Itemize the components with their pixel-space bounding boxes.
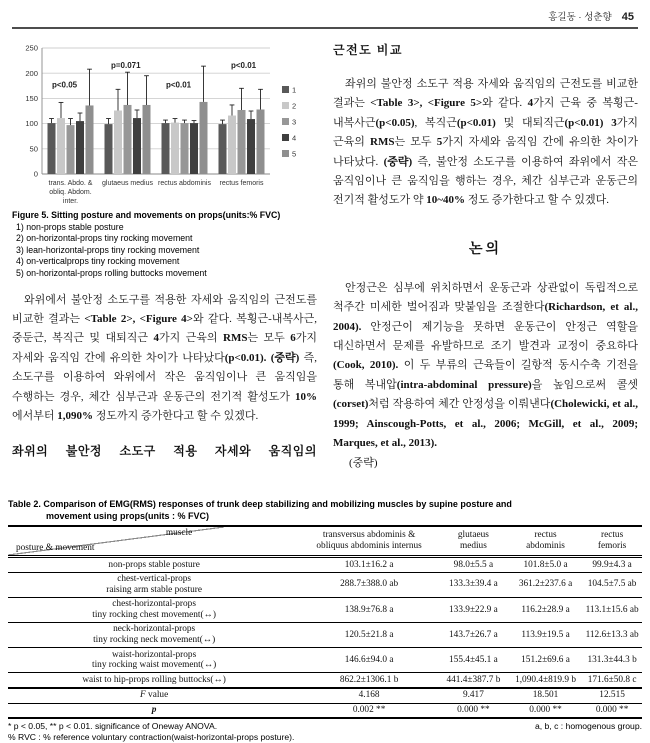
table-corner-muscle: muscle bbox=[165, 528, 193, 538]
table-cell: 104.5±7.5 ab bbox=[582, 572, 642, 597]
header-rule bbox=[12, 27, 638, 29]
table-row-label: chest-vertical-props raising arm stable posture bbox=[8, 572, 300, 597]
svg-text:5: 5 bbox=[292, 149, 297, 159]
svg-text:2: 2 bbox=[292, 101, 297, 111]
section-heading-sitting-props: 좌위의 불안정 소도구 적용 자세와 움직임의 bbox=[12, 444, 317, 459]
table-cell: 143.7±26.7 a bbox=[438, 622, 509, 647]
table-cell: 18.501 bbox=[509, 688, 582, 703]
svg-text:1: 1 bbox=[292, 85, 297, 95]
table-row-label: F value bbox=[8, 688, 300, 703]
figure-caption-item: 2) on-horizontal-props tiny rocking movement bbox=[16, 233, 193, 244]
table-cell: 131.3±44.3 b bbox=[582, 648, 642, 673]
page-number: 45 bbox=[621, 11, 634, 23]
left-column bbox=[12, 36, 317, 502]
figure-caption-item: 5) on-horizontal-props rolling buttocks movement bbox=[16, 267, 207, 278]
table-row bbox=[8, 703, 642, 718]
table-row bbox=[8, 622, 642, 647]
svg-text:200: 200 bbox=[25, 68, 38, 78]
table-cell: 171.6±50.8 c bbox=[582, 673, 642, 688]
table-header-corner bbox=[8, 526, 300, 557]
table-row bbox=[8, 557, 642, 573]
table-cell: 138.9±76.8 a bbox=[300, 597, 438, 622]
table-row-label: neck-horizontal-props tiny rocking neck movement(↔) bbox=[8, 622, 300, 647]
svg-text:4: 4 bbox=[292, 133, 297, 143]
running-header bbox=[548, 9, 634, 23]
svg-text:p<0.05: p<0.05 bbox=[52, 80, 78, 90]
svg-text:glutaeus medius: glutaeus medius bbox=[102, 180, 153, 187]
running-header-authors: 홍길동 · 성춘향 bbox=[548, 12, 612, 23]
table-row bbox=[8, 673, 642, 688]
table-cell: 116.2±28.9 a bbox=[509, 597, 582, 622]
table2-block bbox=[8, 499, 642, 743]
table-cell: 120.5±21.8 a bbox=[300, 622, 438, 647]
table-cell: 862.2±1306.1 b bbox=[300, 673, 438, 688]
footnote-rvc: % RVC : % reference voluntary contraction(waist-horizontal-props posture). bbox=[8, 732, 295, 743]
table-cell: 441.4±387.7 b bbox=[438, 673, 509, 688]
svg-text:rectus abdominis: rectus abdominis bbox=[158, 180, 211, 187]
table-caption-line2: movement using props(units : % FVC) bbox=[46, 510, 210, 521]
svg-text:250: 250 bbox=[25, 43, 38, 53]
figure5-bar-chart bbox=[12, 36, 317, 208]
figure-caption-title: Figure 5. Sitting posture and movements on props(units:% FVC) bbox=[12, 210, 281, 220]
omitted-marker: (중략) bbox=[349, 456, 378, 469]
table2 bbox=[8, 525, 642, 719]
svg-text:150: 150 bbox=[25, 94, 38, 103]
svg-text:p<0.01: p<0.01 bbox=[231, 61, 257, 71]
footnote-groups: a, b, c : homogenous group. bbox=[534, 721, 642, 732]
svg-text:trans. Abdo. &: trans. Abdo. & bbox=[48, 180, 93, 187]
table-cell: 99.9±4.3 a bbox=[592, 559, 632, 570]
svg-text:50: 50 bbox=[29, 144, 38, 154]
svg-text:obliq. Abdom.: obliq. Abdom. bbox=[49, 189, 92, 196]
two-column-layout bbox=[12, 36, 638, 502]
paragraph-supine-results: 와위에서 불안정 소도구를 적용한 자세와 움직임의 근전도를 비교한 결과는 <Table 2>, <Figure 4>와 같다. 복횡근-내복사근, 중둔근, 복직근 및 대퇴직근 4가지 근육의 RMS는 모두 6가지 자세와 움직임 간에 유의한 차이가 나타났다(p<0.01). (중략) 즉, 소도구를 이용하여 와위에서 작은 움직임이나 큰 움직임을 수행하는 경우, 체간 심부근과 운동근의 전기적 활성도가 10%에서부터 1,090% 정도까지 증가한다고 할 수 있겠다. bbox=[12, 293, 317, 422]
table-cell: 151.2±69.6 a bbox=[509, 648, 582, 673]
table-cell: 155.4±45.1 a bbox=[438, 648, 509, 673]
svg-text:0: 0 bbox=[33, 169, 38, 179]
table-cell: 113.9±19.5 a bbox=[509, 622, 582, 647]
svg-text:rectus femoris: rectus femoris bbox=[219, 180, 264, 187]
table-footnotes bbox=[8, 721, 642, 743]
section-heading-emg-comparison: 근전도 비교 bbox=[333, 43, 403, 57]
figure-caption-items bbox=[12, 222, 317, 280]
table-cell: 4.168 bbox=[300, 688, 438, 703]
table-cell: 0.000 ** bbox=[582, 703, 642, 718]
table-row bbox=[8, 688, 642, 703]
svg-text:3: 3 bbox=[292, 117, 297, 127]
figure5-chart-wrap bbox=[12, 36, 317, 208]
figure-caption-item: 3) lean-horizontal-props tiny rocking movement bbox=[16, 244, 200, 255]
table-cell: 0.000 ** bbox=[509, 703, 582, 718]
svg-text:inter.: inter. bbox=[62, 198, 79, 205]
table-cell: 288.7±388.0 ab bbox=[300, 572, 438, 597]
table-column-header: rectus abdominis bbox=[509, 526, 582, 557]
svg-text:p<0.01: p<0.01 bbox=[166, 80, 192, 90]
table-cell: 0.000 ** bbox=[438, 703, 509, 718]
table-row-label: chest-horizontal-props tiny rocking chest movement(↔) bbox=[8, 597, 300, 622]
table-cell: 113.1±15.6 ab bbox=[582, 597, 642, 622]
table-row bbox=[8, 572, 642, 597]
table-row-label: non-props stable posture bbox=[108, 559, 200, 570]
table-cell: 1,090.4±819.9 b bbox=[509, 673, 582, 688]
figure-caption-item: 4) on-verticalprops tiny rocking movement bbox=[16, 256, 180, 267]
table-cell: 133.3±39.4 a bbox=[438, 572, 509, 597]
table-row-label: waist-horizontal-props tiny rocking waist movement(↔) bbox=[8, 648, 300, 673]
table-column-header: rectus femoris bbox=[582, 526, 642, 557]
table-cell: 112.6±13.3 ab bbox=[582, 622, 642, 647]
table-cell: 361.2±237.6 a bbox=[509, 572, 582, 597]
paragraph-sitting-results: 좌위의 불안정 소도구 적용 자세와 움직임의 근전도를 비교한 결과는 <Table 3>, <Figure 5>와 같다. 4가지 근육 중 복횡근-내복사근(p<0.05), 복직근(p<0.01) 및 대퇴직근(p<0.01) 3가지 근육의 RMS는 모두 5가지 자세와 움직임 간에 유의한 차이가 나타났다. (중략) 즉, 불안정 소도구를 이용하여 좌위에서 작은 움직임이나 큰 움직임을 행하는 경우, 체간 심부근과 운동근의 전기적 활성도가 약 10~40% 정도 증가한다고 할 수 있겠다. bbox=[333, 78, 638, 207]
table-caption bbox=[8, 499, 642, 522]
table-cell: 146.6±94.0 a bbox=[300, 648, 438, 673]
table-cell: 98.0±5.5 a bbox=[453, 559, 494, 570]
table-caption-line1: Table 2. Comparison of EMG(RMS) responses of trunk deep stabilizing and mobilizing muscles by supine posture and bbox=[8, 499, 512, 509]
footnote-significance: * p < 0.05, ** p < 0.01. significance of Oneway ANOVA. bbox=[8, 721, 218, 732]
svg-text:100: 100 bbox=[25, 119, 38, 129]
table-cell: 133.9±22.9 a bbox=[438, 597, 509, 622]
table-row bbox=[8, 597, 642, 622]
table-row-label: waist to hip-props rolling buttocks(↔) bbox=[8, 673, 300, 688]
right-column bbox=[333, 36, 638, 502]
table-row bbox=[8, 648, 642, 673]
table-cell: 103.1±16.2 a bbox=[344, 559, 394, 570]
table-cell: 0.002 ** bbox=[300, 703, 438, 718]
paragraph-discussion: 안정근은 심부에 위치하면서 운동근과 상관없이 독립적으로 척주간 미세한 벌어짐과 맞붙임을 조절한다(Richardson, et al., 2004). 안정근이 제기능을 못하면 운동근이 안정근 역할을 대신하면서 문제를 유발하므로 조기 발견과 교정이 중요하다(Cook, 2010). 이 두 부류의 근육들이 길항적 동시수축 기전을 통해 복내압(intra-abdominal pressure)을 높임으로써 콜셋(corset)처럼 작용하여 체간 안정성을 이뤄낸다(Cholewicki, et al., 1999; Ainscough-Potts, et al., 2006; McGill, et al., 2009; Marques, et al., 2013). bbox=[333, 281, 639, 450]
table-cell: 9.417 bbox=[438, 688, 509, 703]
table-corner-posture: posture & movement bbox=[16, 543, 95, 554]
table-cell: 12.515 bbox=[582, 688, 642, 703]
table-column-header: glutaeus medius bbox=[438, 526, 509, 557]
section-heading-discussion: 논의 bbox=[468, 241, 503, 257]
table-row-label: p bbox=[8, 703, 300, 718]
figure-caption-item: 1) non-props stable posture bbox=[16, 221, 124, 232]
figure-caption bbox=[12, 210, 317, 280]
table-column-header: transversus abdominis & obliquus abdominis internus bbox=[300, 526, 438, 557]
table-cell: 101.8±5.0 a bbox=[523, 559, 568, 570]
svg-text:p=0.071: p=0.071 bbox=[111, 61, 141, 71]
